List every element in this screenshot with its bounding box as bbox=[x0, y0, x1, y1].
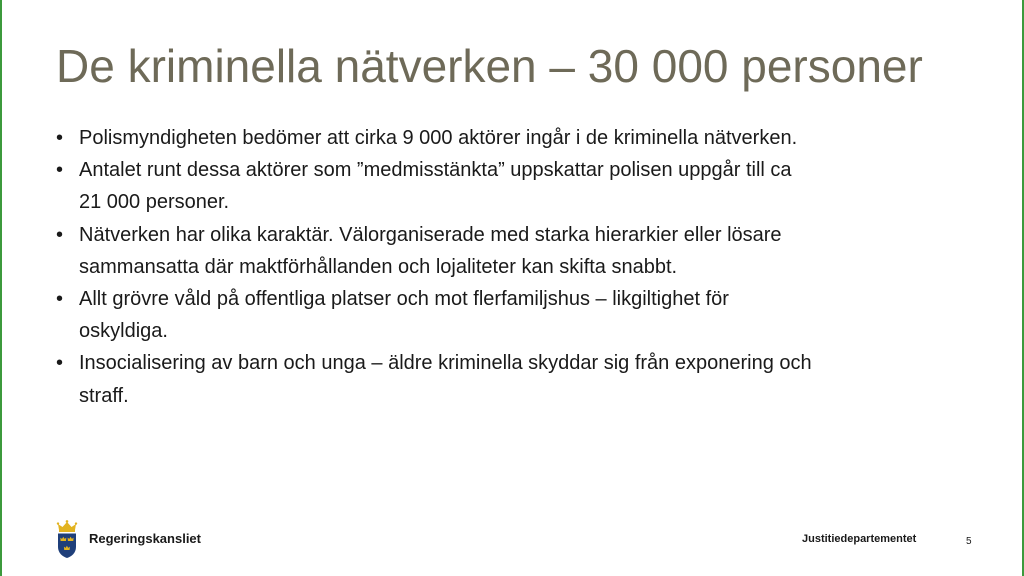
bullet-list bbox=[56, 122, 816, 412]
bullet-marker: • bbox=[56, 159, 64, 182]
bullet-text: Antalet runt dessa aktörer som ”medmisstänkta” uppskattar polisen uppgår till ca 21 000 personer. bbox=[79, 159, 792, 214]
bullet-item bbox=[56, 347, 816, 411]
bullet-item bbox=[56, 219, 816, 283]
crown-icon bbox=[57, 520, 77, 532]
bullet-marker: • bbox=[56, 223, 64, 246]
bullet-text: Insocialisering av barn och unga – äldre kriminella skyddar sig från exponering och straff. bbox=[79, 352, 812, 407]
bullet-text: Polismyndigheten bedömer att cirka 9 000 aktörer ingår i de kriminella nätverken. bbox=[79, 127, 798, 149]
bullet-text: Allt grövre våld på offentliga platser och mot flerfamiljshus – likgiltighet för oskyldiga. bbox=[79, 288, 729, 343]
bullet-marker: • bbox=[56, 352, 64, 375]
department-name: Justitiedepartementet bbox=[802, 533, 917, 545]
bullet-item bbox=[56, 122, 816, 154]
organization-name: Regeringskansliet bbox=[89, 531, 201, 546]
slide-title: De kriminella nätverken – 30 000 personer bbox=[56, 40, 923, 92]
swedish-coat-of-arms-icon bbox=[54, 519, 80, 559]
bullet-item bbox=[56, 154, 816, 218]
page-number: 5 bbox=[966, 536, 972, 547]
bullet-marker: • bbox=[56, 288, 64, 311]
bullet-marker: • bbox=[56, 127, 64, 149]
bullet-text: Nätverken har olika karaktär. Välorganiserade med starka hierarkier eller lösare sammansatta där maktförhållanden och lojaliteter kan skifta snabbt. bbox=[79, 223, 782, 278]
bullet-item bbox=[56, 283, 816, 347]
